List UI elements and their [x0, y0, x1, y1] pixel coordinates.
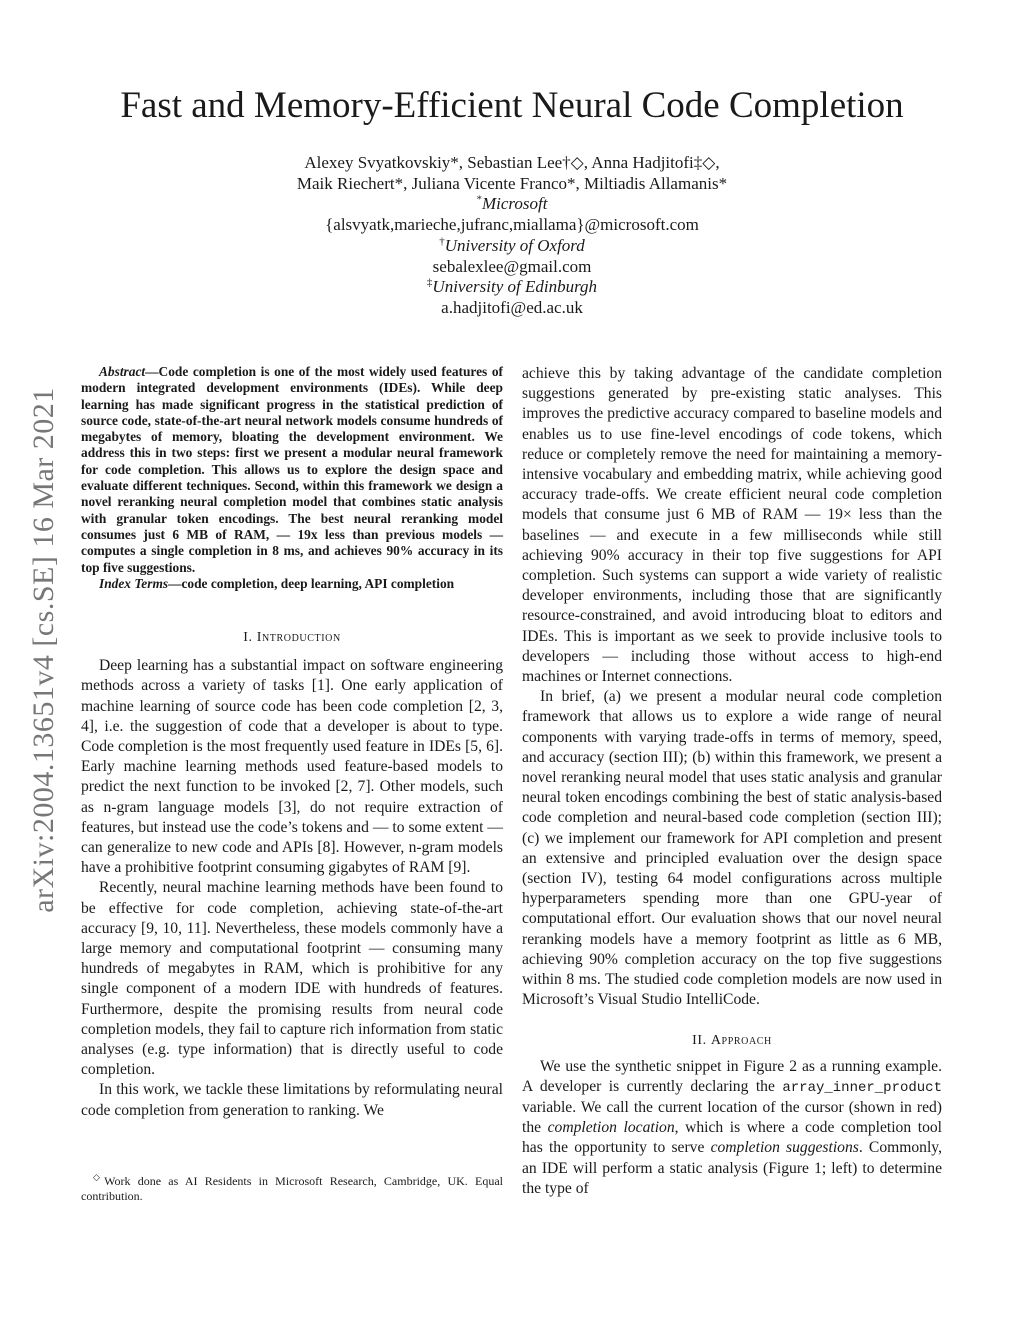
- authors-line-2: Maik Riechert*, Juliana Vicente Franco*, Miltiadis Allamanis*: [296, 173, 728, 193]
- affiliation-name: University of Oxford: [444, 235, 585, 255]
- emphasized-term: completion suggestions: [710, 1139, 859, 1157]
- affiliation-microsoft: [0, 194, 1024, 215]
- section-heading-approach: [522, 1031, 942, 1051]
- abstract: [81, 364, 503, 576]
- paragraph: In this work, we tackle these limitations by reformulating neural code completion from generation to ranking. We: [81, 1081, 503, 1119]
- authors-line-1: Alexey Svyatkovskiy*, Sebastian Lee†◇, Anna Hadjitofi‡◇,: [304, 153, 720, 172]
- section-number: II.: [692, 1032, 707, 1048]
- text-run: , which is where a code completion tool has the opportunity to serve: [522, 1119, 942, 1157]
- affiliation-edinburgh: [0, 277, 1024, 298]
- footnote-mark: ◇: [93, 1172, 105, 1182]
- paragraph: achieve this by taking advantage of the candidate completion suggestions generated by pre-existing static analyses. This improves the predictive accuracy compared to baseline models and enables us to use fine-level encodings of code tokens, which reduce or completely remove the need for maintaining a memory-intensive vocabulary and embedding matrix, while achieving good accuracy trade-offs. We create efficient neural code completion models that consume just 6 MB of RAM — 19× less than the baselines — and execute in a few milliseconds while still achieving 90% accuracy in their top five suggestions for API completion. Such systems can support a wide variety of realistic developer environments, including those that are significantly resource-constrained, and avoid introducing bloat to editors and IDEs. This is important as we seek to provide inclusive tools to developers — including those without access to high-end machines or Internet connections.: [522, 365, 942, 686]
- index-terms: [81, 576, 503, 592]
- section-title: Introduction: [256, 630, 341, 646]
- section-heading-introduction: [81, 628, 503, 648]
- emphasized-term: completion location: [547, 1119, 675, 1137]
- footnote-text: Work done as AI Residents in Microsoft Research, Cambridge, UK. Equal contribution.: [81, 1174, 504, 1203]
- approach-body: [522, 1057, 942, 1199]
- section-title: Approach: [710, 1032, 772, 1048]
- paragraph: In brief, (a) we present a modular neural code completion framework that allows us to explore a wide range of neural components with varying trade-offs in terms of memory, speed, and accuracy (section III); (b) within this framework, we present a novel reranking neural model that uses static analysis and granular neural token encodings combining the best of static analysis-based code completion and neural-based code completion (section III); (c) we implement our framework for API completion and present an extensive and principled evaluation over the design space (section IV), testing 64 model configurations across multiple hyperparameters spending more than one GPU-year of computational effort. Our evaluation shows that our novel neural reranking models have a memory footprint as little as 6 MB, achieving 90% completion accuracy on the top five suggestions within 8 ms. The studied code completion models are now used in Microsoft’s Visual Studio IntelliCode.: [522, 688, 942, 1009]
- paragraph: Recently, neural machine learning methods have been found to be effective for code completion, achieving state-of-the-art accuracy [9, 10, 11]. Nevertheless, these models commonly have a large memory and computational footprint — consuming many hundreds of megabytes in RAM, which is prohibitive for any single component of a modern IDE with hundreds of features. Furthermore, despite the promising results from neural code completion models, they fail to capture rich information from static analyses (e.g. type information) that is directly useful to code completion.: [81, 879, 503, 1079]
- footnote: [81, 1170, 503, 1204]
- affiliation-name: Microsoft: [482, 194, 548, 214]
- abstract-label: Abstract: [99, 364, 146, 379]
- abstract-text: —Code completion is one of the most widely used features of modern integrated development environments (IDEs). While deep learning has made significant progress in the statistical prediction of source code, state-of-the-art neural network models consume hundreds of megabytes of memory, bloating the development environment. We address this in two steps: first we present a modular neural framework for code completion. This allows us to explore the design space and evaluate different techniques. Second, within this framework we design a novel reranking neural completion model that combines static analysis with granular token encodings. The best neural reranking model consumes just 6 MB of RAM, — 19x less than previous models — computes a single completion in 8 ms, and achieves 90% accuracy in its top five suggestions.: [81, 364, 503, 575]
- paragraph: Deep learning has a substantial impact on software engineering methods across a variety of tasks [1]. One early application of machine learning of source code has been code completion [2, 3, 4], i.e. the suggestion of code that a developer is about to type. Code completion is the most frequently used feature in IDEs [5, 6]. Early machine learning methods used feature-based models to predict the next function to be invoked [2, 7]. Other models, such as n-gram language models [3], do not require extraction of features, but instead use the code’s tokens and — to some extent — can generalize to new code and APIs [8]. However, n-gram models have a prohibitive footprint consuming gigabytes of RAM [9].: [81, 657, 503, 877]
- section-number: I.: [243, 630, 253, 646]
- index-terms-text: —code completion, deep learning, API completion: [168, 575, 455, 591]
- affiliation-mark: †: [439, 235, 445, 248]
- email-oxford: sebalexlee@gmail.com: [432, 256, 592, 276]
- author-block: [0, 153, 1024, 319]
- left-column: [81, 364, 503, 1121]
- introduction-body-continued: [522, 364, 942, 1011]
- email-microsoft: {alsvyatk,marieche,jufranc,miallama}@microsoft.com: [325, 215, 699, 235]
- affiliation-name: University of Edinburgh: [432, 277, 598, 297]
- text-run: variable. We call the current location of the cursor (shown in red) the: [522, 1098, 942, 1137]
- right-column: [522, 364, 942, 1199]
- paragraph: [522, 1057, 942, 1199]
- text-run: We use the synthetic snippet in Figure 2 as a running example. A developer is currently declaring the: [522, 1057, 942, 1095]
- introduction-body: [81, 656, 503, 1121]
- email-edinburgh: a.hadjitofi@ed.ac.uk: [441, 297, 583, 317]
- code-identifier: array_inner_product: [782, 1079, 942, 1096]
- affiliation-mark: *: [476, 193, 482, 206]
- affiliation-oxford: [0, 236, 1024, 257]
- affiliation-mark: ‡: [426, 276, 433, 289]
- text-run: . Commonly, an IDE will perform a static analysis (Figure 1; left) to determine the type of: [522, 1139, 942, 1197]
- index-terms-label: Index Terms: [99, 575, 169, 591]
- arxiv-stamp: arXiv:2004.13651v4 [cs.SE] 16 Mar 2021: [27, 387, 60, 913]
- paper-title: Fast and Memory-Efficient Neural Code Completion: [120, 85, 904, 126]
